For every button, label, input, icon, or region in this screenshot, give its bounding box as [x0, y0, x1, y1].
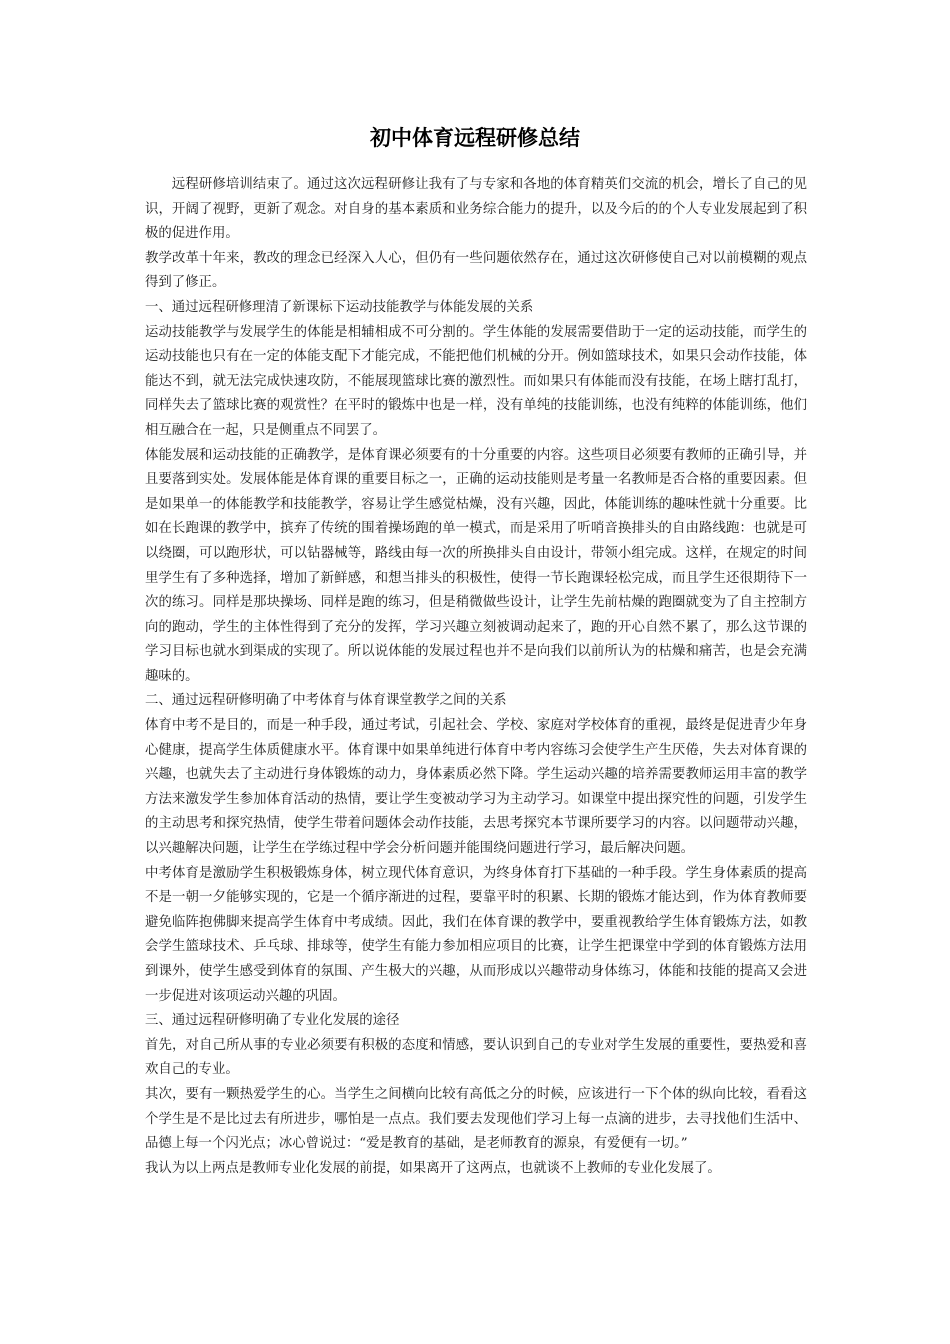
section-heading-1: 一、通过远程研修理清了新课标下运动技能教学与体能发展的关系	[145, 299, 534, 315]
paragraph-first: 首先，对自己所从事的专业必须要有积极的态度和情感，要认识到自己的专业对学生发展的重要性，要热爱和喜欢自己的专业。	[145, 1037, 807, 1078]
paragraph-reform: 教学改革十年来，教改的理念已经深入人心，但仍有一些问题依然存在，通过这次研修使自己对以前模糊的观点得到了修正。	[145, 250, 807, 291]
section-heading-2: 二、通过远程研修明确了中考体育与体育课堂教学之间的关系	[145, 693, 507, 709]
paragraph-exam-purpose: 体育中考不是目的，而是一种手段，通过考试，引起社会、学校、家庭对学校体育的重视，最终是促进青少年身心健康，提高学生体质健康水平。体育课中如果单纯进行体育中考内容练习会使学生产生厌倦，失去对体育课的兴趣，也就失去了主动进行身体锻炼的动力，身体素质必然下降。学生运动兴趣的培养需要教师运用丰富的教学方法来激发学生参加体育活动的热情，要让学生变被动学习为主动学习。如课堂中提出探究性的问题，引发学生的主动思考和探究热情，使学生带着问题体会动作技能，去思考探究本节课所要学习的内容。以问题带动兴趣，以兴趣解决问题，让学生在学练过程中学会分析问题并能围绕问题进行学习，最后解决问题。	[145, 718, 807, 857]
paragraph-fitness-teaching: 体能发展和运动技能的正确教学，是体育课必须要有的十分重要的内容。这些项目必须要有教师的正确引导，并且要落到实处。发展体能是体育课的重要目标之一，正确的运动技能则是考量一名教师是否合格的重要因素。但是如果单一的体能教学和技能教学，容易让学生感觉枯燥，没有兴趣，因此，体能训练的趣味性就十分重要。比如在长跑课的教学中，摈弃了传统的围着操场跑的单一模式，而是采用了听哨音换排头的自由路线跑：也就是可以绕圈，可以跑形状，可以钻器械等，路线由每一次的所换排头自由设计，带领小组完成。这样，在规定的时间里学生有了多种选择，增加了新鲜感，和想当排头的积极性，使得一节长跑课轻松完成，而且学生还很期待下一次的练习。同样是那块操场、同样是跑的练习，但是稍微做些设计，让学生先前枯燥的跑圈就变为了自主控制方向的跑动，学生的主体性得到了充分的发挥，学习兴趣立刻被调动起来了，跑的开心自然不累了，那么这节课的学习目标也就水到渠成的实现了。所以说体能的发展过程也并不是向我们以前所认为的枯燥和痛苦，也是会充满趣味的。	[145, 447, 807, 684]
document-title: 初中体育远程研修总结	[370, 126, 580, 150]
paragraph-skills-fitness: 运动技能教学与发展学生的体能是相辅相成不可分割的。学生体能的发展需要借助于一定的运动技能，而学生的运动技能也只有在一定的体能支配下才能完成，不能把他们机械的分开。例如篮球技术，如果只会动作技能，体能达不到，就无法完成快速攻防，不能展现篮球比赛的激烈性。而如果只有体能而没有技能，在场上瞎打乱打，同样失去了篮球比赛的观赏性？在平时的锻炼中也是一样，没有单纯的技能训练，也没有纯粹的体能训练，他们相互融合在一起，只是侧重点不同罢了。	[145, 324, 807, 438]
paragraph-second: 其次，要有一颗热爱学生的心。当学生之间横向比较有高低之分的时候，应该进行一下个体的纵向比较，看看这个学生是不是比过去有所进步，哪怕是一点点。我们要去发现他们学习上每一点滴的进步，去寻找他们生活中、品德上每一个闪光点；冰心曾说过：“爱是教育的基础，是老师教育的源泉，有爱便有一切。”	[145, 1086, 807, 1152]
document-body	[145, 173, 807, 1181]
paragraph-intro: 远程研修培训结束了。通过这次远程研修让我有了与专家和各地的体育精英们交流的机会，增长了自己的见识，开阔了视野，更新了观念。对自身的基本素质和业务综合能力的提升，以及今后的的个人专业发展起到了积极的促进作用。	[145, 177, 807, 242]
section-heading-3: 三、通过远程研修明确了专业化发展的途径	[145, 1013, 400, 1029]
paragraph-exam-motivation: 中考体育是激励学生积极锻炼身体，树立现代体育意识，为终身体育打下基础的一种手段。学生身体素质的提高不是一朝一夕能够实现的，它是一个循序渐进的过程，要靠平时的积累、长期的锻炼才能达到，作为体育教师要避免临阵抱佛脚来提高学生体育中考成绩。因此，我们在体育课的教学中，要重视教给学生体育锻炼方法，如教会学生篮球技术、乒乓球、排球等，使学生有能力参加相应项目的比赛，让学生把课堂中学到的体育锻炼方法用到课外，使学生感受到体育的氛围、产生极大的兴趣，从而形成以兴趣带动身体练习，体能和技能的提高又会进一步促进对该项运动兴趣的巩固。	[145, 865, 807, 1004]
paragraph-conclusion: 我认为以上两点是教师专业化发展的前提，如果离开了这两点，也就谈不上教师的专业化发展了。	[145, 1160, 721, 1176]
